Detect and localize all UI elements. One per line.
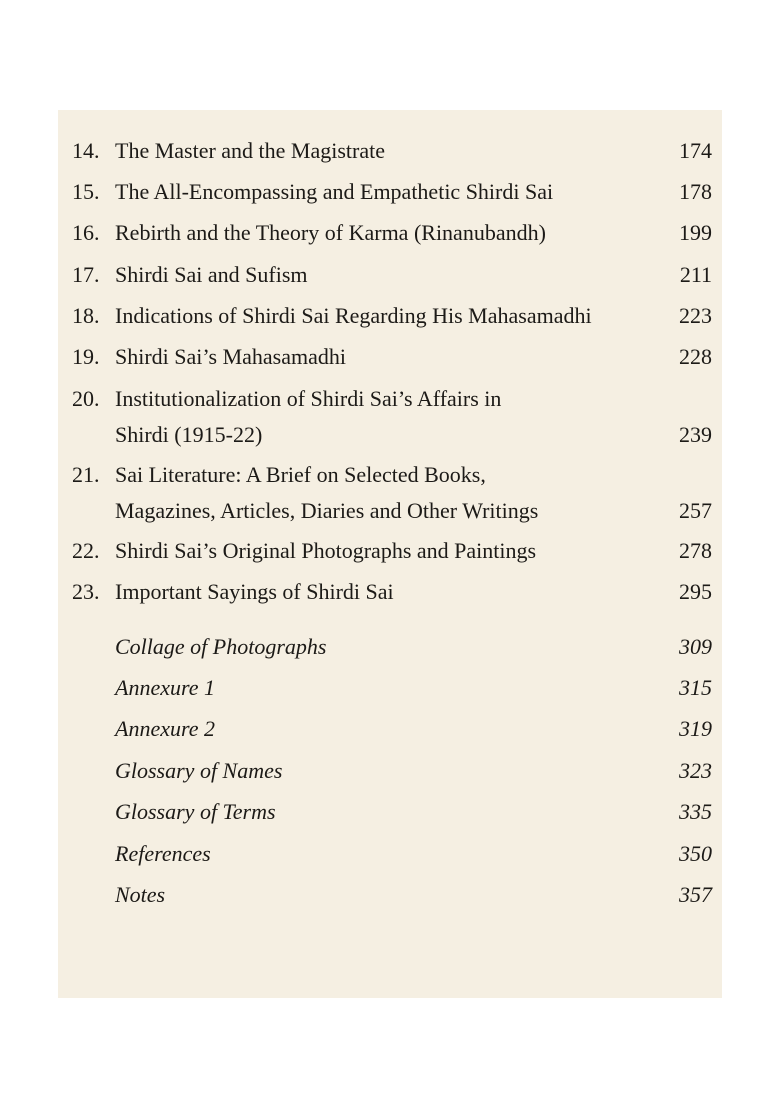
- back-matter-title: Notes: [115, 882, 166, 907]
- page-number: 228: [679, 344, 712, 369]
- page-number: 309: [679, 634, 712, 659]
- page-number: 323: [679, 758, 712, 783]
- chapter-number: 22.: [72, 538, 100, 563]
- page-number: 319: [679, 716, 712, 741]
- back-matter-title: Annexure 2: [115, 716, 215, 741]
- page-number: 174: [679, 138, 712, 163]
- chapter-title: Shirdi Sai’s Mahasamadhi: [115, 344, 346, 369]
- page-number: 335: [679, 799, 712, 824]
- page-number: 257: [679, 498, 712, 523]
- back-matter-title: Glossary of Terms: [115, 799, 276, 824]
- chapter-title: The All-Encompassing and Empathetic Shirdi Sai: [115, 179, 554, 204]
- chapter-number: 18.: [72, 303, 100, 328]
- chapter-number: 14.: [72, 138, 100, 163]
- chapter-title: Shirdi Sai’s Original Photographs and Paintings: [115, 538, 537, 563]
- back-matter-title: References: [115, 841, 211, 866]
- page-number: 211: [679, 262, 712, 287]
- page-number: 223: [679, 303, 712, 328]
- page-number: 350: [679, 841, 712, 866]
- chapter-number: 16.: [72, 220, 100, 245]
- chapter-title-continuation: Magazines, Articles, Diaries and Other Writings: [115, 498, 539, 523]
- chapter-number: 20.: [72, 386, 100, 411]
- back-matter-title: Collage of Photographs: [115, 634, 327, 659]
- chapter-title: Institutionalization of Shirdi Sai’s Affairs in: [115, 386, 502, 411]
- chapter-title: The Master and the Magistrate: [115, 138, 386, 163]
- chapter-number: 19.: [72, 344, 100, 369]
- page-number: 239: [679, 422, 712, 447]
- back-matter-title: Glossary of Names: [115, 758, 283, 783]
- page-number: 295: [679, 579, 712, 604]
- page-number: 357: [679, 882, 712, 907]
- chapter-title: Sai Literature: A Brief on Selected Books,: [115, 462, 486, 487]
- page-number: 278: [679, 538, 712, 563]
- page-number: 178: [679, 179, 712, 204]
- chapter-title: Important Sayings of Shirdi Sai: [115, 579, 394, 604]
- page-number: 315: [679, 675, 712, 700]
- chapter-number: 23.: [72, 579, 100, 604]
- page-number: 199: [679, 220, 712, 245]
- chapter-title: Indications of Shirdi Sai Regarding His Mahasamadhi: [115, 303, 592, 328]
- chapter-title: Shirdi Sai and Sufism: [115, 262, 308, 287]
- chapter-number: 15.: [72, 179, 100, 204]
- chapter-number: 21.: [72, 462, 100, 487]
- chapter-title: Rebirth and the Theory of Karma (Rinanubandh): [115, 220, 546, 245]
- back-matter-title: Annexure 1: [115, 675, 215, 700]
- chapter-number: 17.: [72, 262, 100, 287]
- chapter-title-continuation: Shirdi (1915-22): [115, 422, 263, 447]
